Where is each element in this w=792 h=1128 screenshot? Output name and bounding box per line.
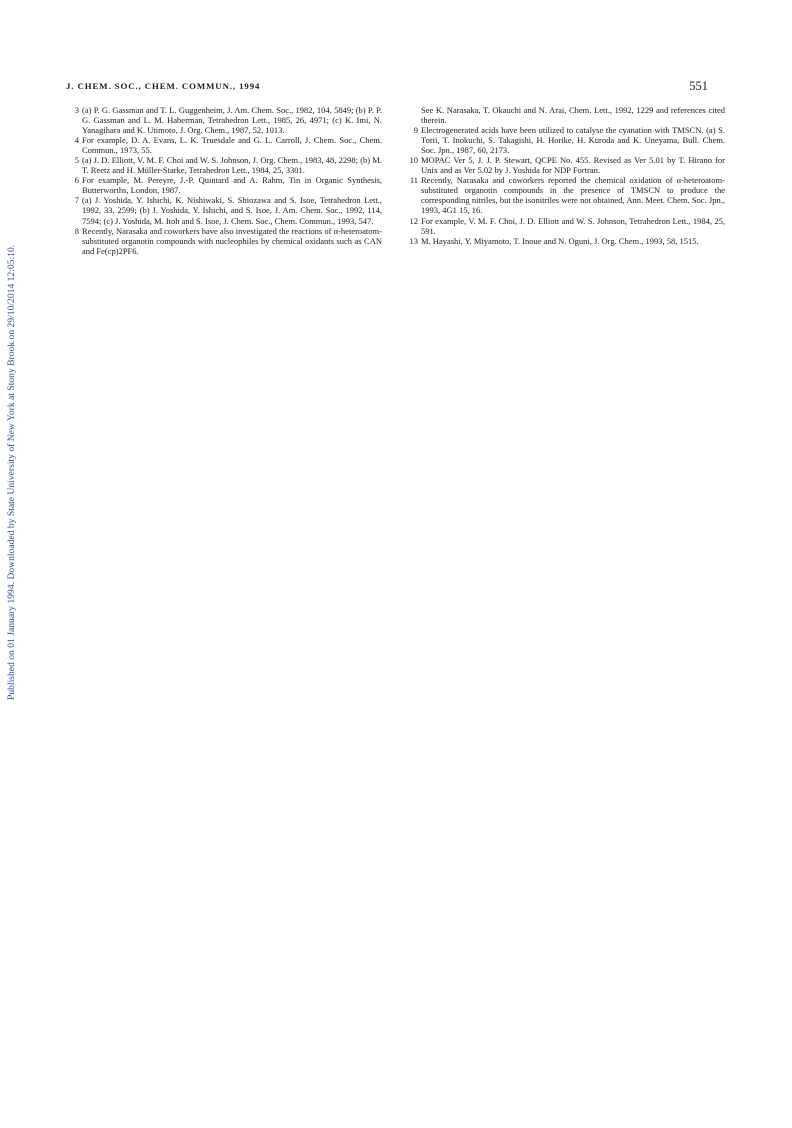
page-number: 551 <box>689 79 708 93</box>
reference-4 <box>66 135 382 155</box>
reference-3 <box>66 105 382 135</box>
reference-number: 4 <box>74 135 79 146</box>
reference-10 <box>405 155 725 175</box>
reference-text: MOPAC Ver 5, J. J. P. Stewart, QCPE No. 455. Revised as Ver 5.01 by T. Hirano for Unix and as Ver 5.02 by J. Yoshida for NDP Fortran. <box>421 155 725 176</box>
reference-number: 13 <box>409 235 418 246</box>
references-left-column <box>66 105 382 256</box>
reference-number: 11 <box>409 175 418 186</box>
reference-number: 10 <box>409 155 418 166</box>
reference-text: For example, D. A. Evans, L. K. Truesdale and G. L. Carroll, J. Chem. Soc., Chem. Commun., 1973, 55. <box>82 135 382 156</box>
reference-9 <box>405 125 725 155</box>
download-stamp <box>3 180 17 700</box>
download-stamp-text: Published on 01 January 1994. Downloaded by State University of New York at Stony Brook on 29/10/2014 12:05:10. <box>6 244 17 700</box>
running-head: J. CHEM. SOC., CHEM. COMMUN., 1994 <box>66 81 261 91</box>
reference-text: See K. Narasaka, T. Okauchi and N. Arai, Chem. Lett., 1992, 1229 and references cited therein. <box>421 105 725 126</box>
reference-number: 8 <box>74 225 79 236</box>
reference-8-continued <box>405 105 725 125</box>
reference-text: For example, V. M. F. Choi, J. D. Elliott and W. S. Johnson, Tetrahedron Lett., 1984, 25, 591. <box>421 215 725 236</box>
reference-6 <box>66 175 382 195</box>
reference-text: (a) J. D. Elliott, V. M. F. Choi and W. S. Johnson, J. Org. Chem., 1983, 48, 2298; (b) M. T. Reetz and H. Müller-Starke, Tetrahedron Lett., 1984, 25, 3301. <box>82 155 382 176</box>
reference-8 <box>66 226 382 256</box>
reference-text: (a) P. G. Gassman and T. L. Guggenheim, J. Am. Chem. Soc., 1982, 104, 5849; (b) P. P. G. Gassman and L. M. Haberman, Tetrahedron Lett., 1985, 26, 4971; (c) K. Imi, N. Yanagihara and K. Utimoto, J. Org. Chem., 1987, 52, 1013. <box>82 105 382 136</box>
reference-13 <box>405 236 725 246</box>
reference-11 <box>405 175 725 215</box>
reference-number: 3 <box>74 105 79 115</box>
references-right-column <box>405 105 725 246</box>
reference-text: Recently, Narasaka and coworkers have also investigated the reactions of α-heteroatom-substituted organotin compounds with nucleophiles by chemical oxidants such as CAN and Fe(cp)2PF6. <box>82 225 382 256</box>
reference-text: Electrogenerated acids have been utilized to catalyse the cyanation with TMSCN. (a) S. Torii, T. Inokuchi, S. Takagishi, H. Horike, H. Kuroda and K. Uneyama, Bull. Chem. Soc. Jpn., 1987, 60, 2173. <box>421 125 725 156</box>
reference-12 <box>405 216 725 236</box>
reference-number: 6 <box>74 175 79 186</box>
reference-7 <box>66 195 382 225</box>
reference-text: M. Hayashi, Y. Miyamoto, T. Inoue and N. Oguni, J. Org. Chem., 1993, 58, 1515. <box>421 235 699 246</box>
reference-5 <box>66 155 382 175</box>
reference-number: 5 <box>74 155 79 166</box>
reference-text: For example, M. Pereyre, J.-P. Quintard and A. Rahm, Tin in Organic Synthesis, Butterworths, London, 1987. <box>82 175 382 196</box>
reference-number: 7 <box>74 195 79 206</box>
reference-text: (a) J. Yoshida, Y. Ishichi, K. Nishiwaki, S. Shiozawa and S. Isoe, Tetrahedron Lett., 1992, 33, 2599; (b) J. Yoshida, Y. Ishichi, and S. Isoe, J. Am. Chem. Soc., 1992, 114, 7594; (c) J. Yoshida, M. Itoh and S. Isoe, J. Chem. Soc., Chem. Commun., 1993, 547. <box>82 195 382 226</box>
reference-number: 12 <box>409 215 418 226</box>
reference-text: Recently, Narasaka and coworkers reported the chemical oxidation of α-heteroatom-substituted organotin compounds in the presence of TMSCN to produce the corresponding nitriles, but the isonitriles were not obtained, Ann. Meet. Chem. Soc. Jpn., 1993, 4G1 15, 16. <box>421 175 725 216</box>
reference-number: 9 <box>413 125 418 136</box>
